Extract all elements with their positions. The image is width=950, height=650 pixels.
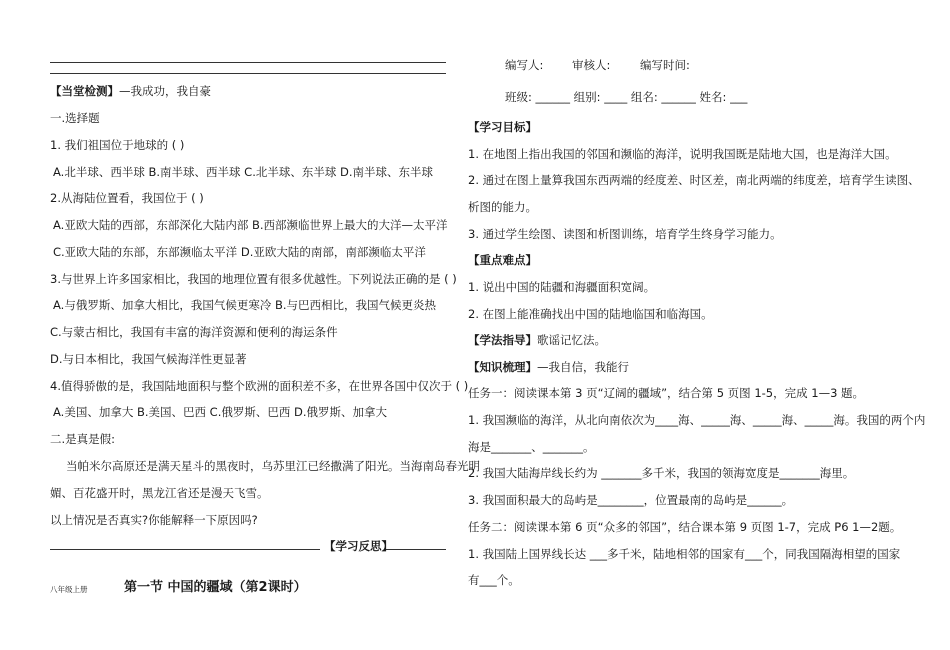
task-1-question-3: 3. 我国面积最大的岛屿是________，位置最南的岛屿是______。 [468, 493, 794, 507]
task-1-question-1-line-1: 1. 我国濒临的海洋，从北向南依次为____海、_____海、_____海、_____海。我国的两个内 [468, 413, 926, 427]
class-info-line: 班级: ______ 组别: ____ 组名: ______ 姓名: ___ [505, 90, 748, 104]
goal-2-line-2: 析图的能力。 [468, 200, 537, 214]
task-1: 任务一：阅读课本第 3 页“辽阔的疆域”，结合第 5 页图 1-5，完成 1—3 题。 [468, 386, 865, 400]
footer-title-text: 第一节 中国的疆域（第 [124, 580, 259, 595]
footer-lesson-title [124, 580, 307, 596]
method-text: 歌谣记忆法。 [537, 333, 606, 347]
knowledge-header: 【知识梳理】 [468, 360, 537, 374]
task-2: 任务二：阅读课本第 6 页“众多的邻国”，结合课本第 9 页图 1-7，完成 P6 1—2题。 [468, 520, 902, 534]
question-3-option-ab: A.与俄罗斯、加拿大相比，我国气候更寒冷 B.与巴西相比，我国气候更炎热 [53, 298, 437, 312]
footer-title-end: 课时） [267, 580, 307, 595]
paragraph-line-2: 媚、百花盛开时，黑龙江省还是漫天飞雪。 [50, 486, 269, 500]
question-3-option-c: C.与蒙古相比，我国有丰富的海洋资源和便利的海运条件 [50, 325, 338, 339]
paragraph-line-1: 当帕米尔高原还是满天星斗的黑夜时，乌苏里江已经撒满了阳光。当海南岛春光明 [66, 459, 480, 473]
editor-label: 编写人: [505, 58, 544, 72]
method-header: 【学法指导】 [468, 333, 537, 347]
key-point-1: 1. 说出中国的陆疆和海疆面积宽阔。 [468, 280, 656, 294]
task-1-question-2: 2. 我国大陆海岸线长约为 _______多千米，我国的领海宽度是_______海里。 [468, 466, 855, 480]
top-rule-2 [50, 73, 446, 74]
task-2-question-1-line-2: 有___个。 [468, 573, 520, 587]
key-header: 【重点难点】 [468, 253, 537, 267]
goal-2-line-1: 2. 通过在图上量算我国东西两端的经度差、时区差，南北两端的纬度差，培育学生读图、 [468, 173, 920, 187]
reviewer-label: 审核人: [572, 58, 611, 72]
paragraph-line-3: 以上情况是否真实?你能解释一下原因吗? [50, 513, 258, 527]
edit-time-label: 编写时间: [640, 58, 690, 72]
section-choice: 一.选择题 [50, 111, 100, 125]
task-2-question-1-line-1: 1. 我国陆上国界线长达 ___多千米，陆地相邻的国家有___个，同我国隔海相望的国家 [468, 547, 901, 561]
question-4-options: A.美国、加拿大 B.美国、巴西 C.俄罗斯、巴西 D.俄罗斯、加拿大 [53, 405, 388, 419]
question-4: 4.值得骄傲的是，我国陆地面积与整个欧洲的面积差不多，在世界各国中仅次于 ( ) [50, 379, 469, 393]
question-2-options-a: A.亚欧大陆的西部，东部深化大陆内部 B.西部濒临世界上最大的大洋—太平洋 [53, 218, 448, 232]
question-2: 2.从海陆位置看，我国位于 ( ) [50, 191, 204, 205]
footer-grade: 八年级上册 [50, 585, 88, 594]
knowledge-tagline: —我自信，我能行 [537, 360, 629, 374]
footer-title-number: 2 [258, 580, 268, 595]
check-header: 【当堂检测】 [50, 84, 119, 98]
reflect-rule-right [386, 549, 446, 550]
question-1: 1. 我们祖国位于地球的 ( ) [50, 138, 185, 152]
top-rule-1 [50, 62, 446, 63]
question-3: 3.与世界上许多国家相比，我国的地理位置有很多优越性。下列说法正确的是 ( ) [50, 272, 457, 286]
check-heading [50, 83, 211, 99]
question-1-options: A.北半球、西半球 B.南半球、西半球 C.北半球、东半球 D.南半球、东半球 [53, 165, 434, 179]
question-2-options-b: C.亚欧大陆的东部，东部濒临太平洋 D.亚欧大陆的南部，南部濒临太平洋 [53, 245, 426, 259]
goal-3: 3. 通过学生绘图、读图和析图训练，培育学生终身学习能力。 [468, 227, 782, 241]
method-line [468, 332, 606, 348]
key-point-2: 2. 在图上能准确找出中国的陆地临国和临海国。 [468, 307, 713, 321]
goal-header: 【学习目标】 [468, 120, 537, 134]
check-tagline: —我成功，我自豪 [119, 84, 211, 98]
knowledge-line [468, 359, 629, 375]
task-1-question-1-line-2: 海是_______、_______。 [468, 440, 595, 454]
section-true-false: 二.是真是假: [50, 432, 116, 446]
goal-1: 1. 在地图上指出我国的邻国和濒临的海洋，说明我国既是陆地大国，也是海洋大国。 [468, 147, 897, 161]
reflect-rule-left [50, 549, 320, 550]
reflect-header: 【学习反思】 [324, 539, 393, 553]
question-3-option-d: D.与日本相比，我国气候海洋性更显著 [50, 352, 247, 366]
